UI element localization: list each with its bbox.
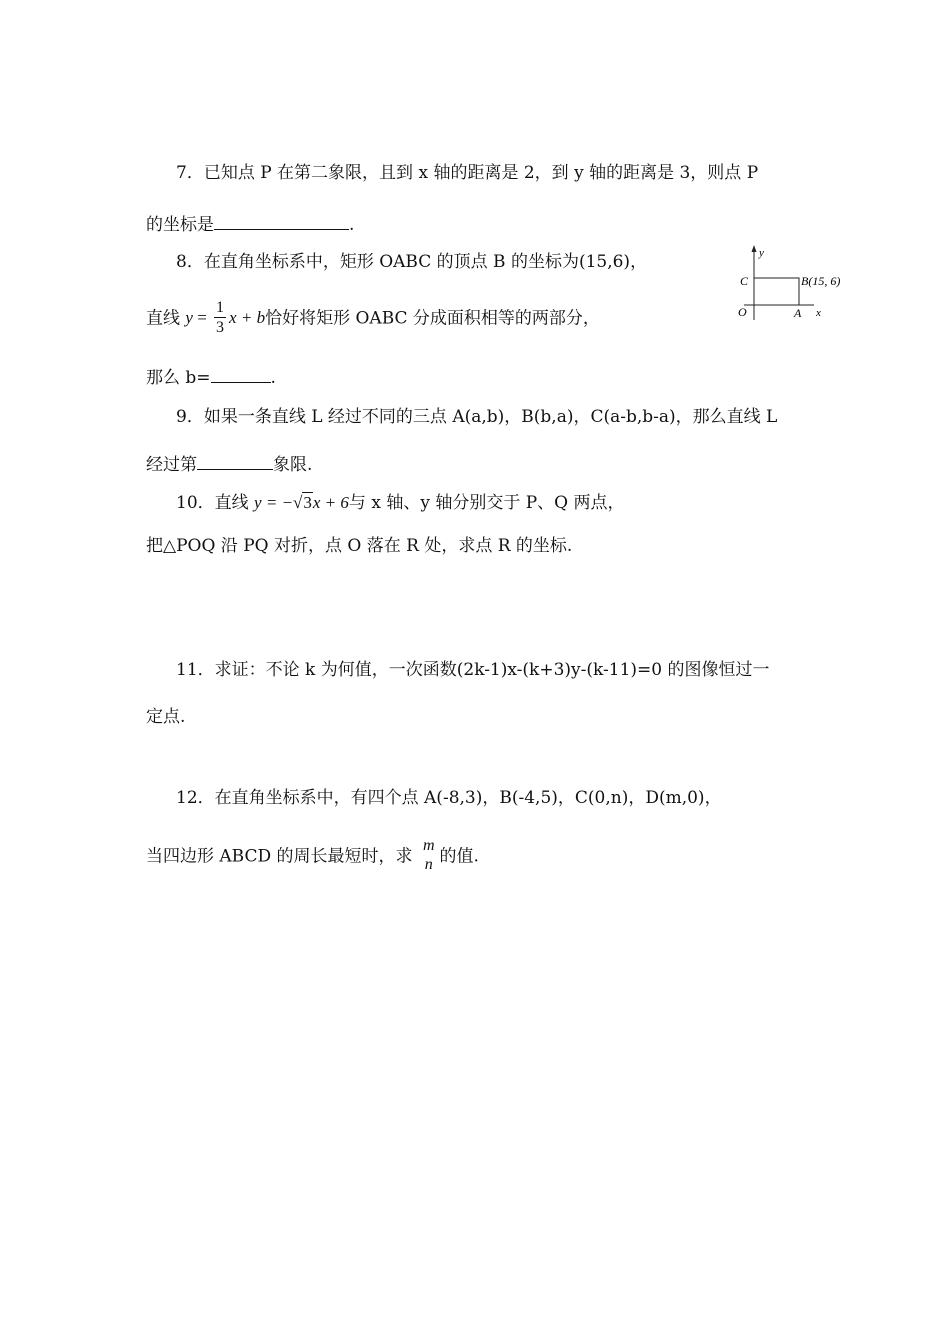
problem-8-line-1: 8．在直角坐标系中，矩形 OABC 的顶点 B 的坐标为(15,6)，: [176, 252, 648, 272]
label-y: y: [759, 247, 764, 259]
problem-9-text-2: 象限.: [273, 455, 313, 475]
problem-7-line-1: 7．已知点 P 在第二象限，且到 x 轴的距离是 2，到 y 轴的距离是 3，则点 P: [176, 163, 759, 183]
problem-10-line-2: 把△POQ 沿 PQ 对折，点 O 落在 R 处，求点 R 的坐标.: [146, 536, 573, 556]
problem-9-text: 经过第: [146, 455, 197, 475]
problem-12-line-2: [146, 838, 479, 876]
coordinate-figure: [730, 242, 870, 324]
problem-8-period: .: [270, 368, 276, 388]
answer-blank-7: [214, 211, 349, 230]
problem-11-line-1: 11．求证：不论 k 为何值，一次函数(2k-1)x-(k+3)y-(k-11)=0 的图像恒过一: [176, 660, 770, 680]
problem-12-text-2: 的值.: [439, 846, 479, 867]
problem-8-text-2: 恰好将矩形 OABC 分成面积相等的两部分，: [265, 308, 600, 329]
equation-line: y = $\frac{1}{3}$ x + b: [185, 299, 266, 336]
problem-8-line-2: [146, 300, 600, 339]
label-c: C: [740, 274, 749, 288]
problem-9-line-1: 9．如果一条直线 L 经过不同的三点 A(a,b)，B(b,a)，C(a-b,b-a)，那么直线 L: [176, 407, 778, 427]
problem-12-line-1: 12．在直角坐标系中，有四个点 A(-8,3)，B(-4,5)，C(0,n)，D(m,0)，: [176, 788, 722, 808]
fraction-m-over-n: m n: [422, 837, 435, 873]
problem-8-line-3: [146, 364, 276, 390]
problem-12-text: 当四边形 ABCD 的周长最短时，求: [146, 846, 413, 867]
label-a: A: [794, 306, 802, 320]
problem-10-text-2: 与 x 轴、y 轴分别交于 P、Q 两点，: [348, 493, 625, 513]
problem-7-line-2: [146, 211, 354, 237]
problem-9-line-2: [146, 451, 312, 477]
problem-8-text-3: 那么 b=: [146, 368, 211, 388]
equation-sqrt3: y = −√3x + 6: [254, 493, 349, 512]
rectangle-oabc: [754, 278, 799, 305]
problem-7-period: .: [349, 215, 355, 235]
fraction-one-third: $\frac{1}{3}$: [216, 299, 225, 336]
problem-11-line-2: 定点.: [146, 707, 186, 727]
answer-blank-8: [211, 364, 271, 383]
answer-blank-9: [197, 451, 273, 470]
y-axis-arrow: [752, 245, 757, 252]
problem-7-text: 的坐标是: [146, 215, 214, 235]
problem-10-line-1: [176, 491, 625, 515]
label-b: B(15, 6): [801, 274, 841, 288]
label-o: O: [738, 305, 747, 319]
problem-10-text: 10．直线: [176, 493, 249, 513]
sqrt-symbol: √3: [293, 493, 312, 512]
problem-8-text: 直线: [146, 308, 180, 329]
label-x: x: [816, 307, 821, 319]
